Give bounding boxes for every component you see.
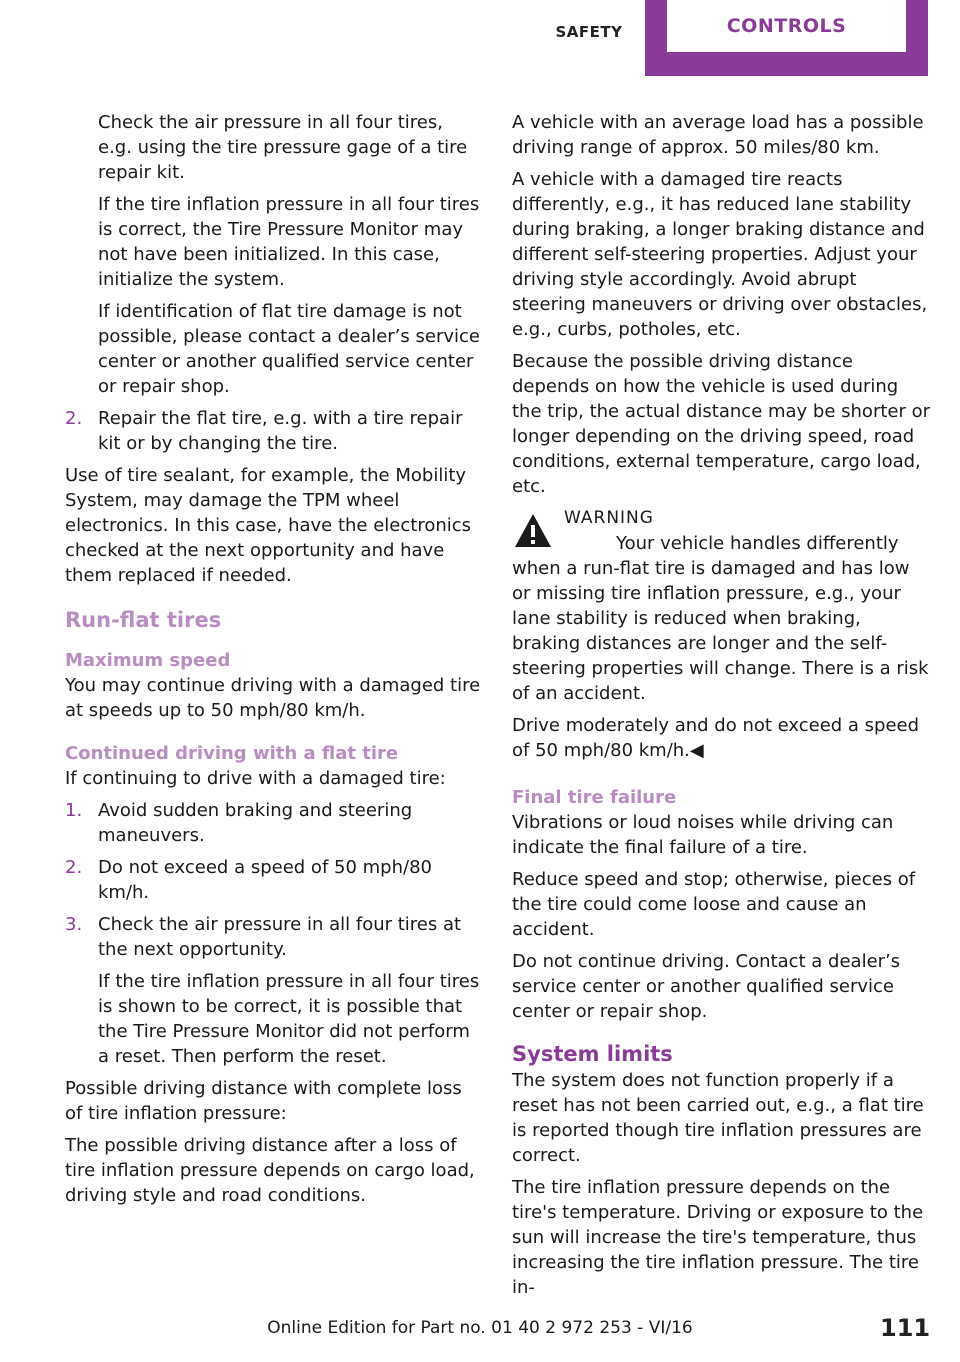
warning-title: WARNING <box>564 508 654 528</box>
section-heading-run-flat-tires: Run-flat tires <box>65 608 222 632</box>
paragraph: You may continue driving with a damaged tire at speeds up to 50 mph/80 km/h. <box>65 675 481 721</box>
warning-text: Your vehicle handles differently when a run-flat tire is damaged and has low or missing tire inflation pressure, e.g., your lane stability is reduced when braking, braking distances are longer and the self-steering properties will change. There is a risk of an accident. <box>512 533 929 704</box>
section-heading-system-limits: System limits <box>512 1042 673 1066</box>
list-item <box>65 406 481 456</box>
paragraph: Check the air pressure in all four tires, e.g. using the tire pressure gage of a tire repair kit. <box>98 112 468 183</box>
list-text: Do not exceed a speed of 50 mph/80 km/h. <box>98 857 432 903</box>
list-item <box>65 855 481 905</box>
tab-controls[interactable] <box>645 0 928 76</box>
paragraph: A vehicle with a damaged tire reacts differently, e.g., it has reduced lane stability during braking, a longer braking distance and different self-steering properties. Adjust your driving style accordingly. Avoid abrupt steering maneuvers or driving over obstacles, e.g., curbs, potholes, etc. <box>512 169 928 340</box>
paragraph: Possible driving distance with complete loss of tire inflation pressure: <box>65 1078 462 1124</box>
warning-triangle-icon <box>512 510 554 552</box>
list-number: 1. <box>65 800 83 821</box>
paragraph: Do not continue driving. Contact a dealer’s service center or another qualified service center or repair shop. <box>512 951 901 1022</box>
list-number: 2. <box>65 408 83 429</box>
paragraph: The possible driving distance after a loss of tire inflation pressure depends on cargo load, driving style and road conditions. <box>65 1135 475 1206</box>
footer-edition: Online Edition for Part no. 01 40 2 972 253 - VI/16 <box>267 1318 693 1338</box>
right-column <box>512 110 932 1307</box>
paragraph: If identification of flat tire damage is not possible, please contact a dealer’s service center or another qualified service center or repair shop. <box>98 301 480 397</box>
subheading-final-tire-failure: Final tire failure <box>512 787 677 808</box>
section-tabs <box>0 0 960 76</box>
paragraph: If the tire inflation pressure in all four tires is shown to be correct, it is possible that the Tire Pressure Monitor did not perform a reset. Then perform the reset. <box>98 971 480 1067</box>
page-number: 111 <box>880 1314 931 1342</box>
tab-controls-label: CONTROLS <box>667 0 906 52</box>
list-text: Avoid sudden braking and steering maneuvers. <box>98 800 413 846</box>
paragraph: Drive moderately and do not exceed a speed of 50 mph/80 km/h.◀ <box>512 715 920 761</box>
list-item <box>65 912 481 962</box>
paragraph: Reduce speed and stop; otherwise, pieces of the tire could come loose and cause an accident. <box>512 869 916 940</box>
list-number: 3. <box>65 914 83 935</box>
list-text: Check the air pressure in all four tires at the next opportunity. <box>98 914 462 960</box>
paragraph: If the tire inflation pressure in all four tires is correct, the Tire Pressure Monitor may not have been initialized. In this case, initialize the system. <box>98 194 480 290</box>
paragraph: The system does not function properly if a reset has not been carried out, e.g., a flat tire is reported though tire inflation pressures are correct. <box>512 1070 924 1166</box>
list-item <box>65 798 481 848</box>
paragraph: Use of tire sealant, for example, the Mobility System, may damage the TPM wheel electronics. In this case, have the electronics checked at the next opportunity and have them replaced if needed. <box>65 465 472 586</box>
list-text: Repair the flat tire, e.g. with a tire repair kit or by changing the tire. <box>98 408 463 454</box>
paragraph: A vehicle with an average load has a possible driving range of approx. 50 miles/80 km. <box>512 112 924 158</box>
paragraph: Because the possible driving distance depends on how the vehicle is used during the trip, the actual distance may be shorter or longer depending on the driving speed, road conditions, external temperature, cargo load, etc. <box>512 351 931 497</box>
left-column <box>65 110 481 1215</box>
subheading-continued-driving: Continued driving with a flat tire <box>65 743 399 764</box>
paragraph: If continuing to drive with a damaged tire: <box>65 768 446 789</box>
subheading-maximum-speed: Maximum speed <box>65 650 231 671</box>
paragraph: Vibrations or loud noises while driving can indicate the final failure of a tire. <box>512 812 894 858</box>
list-number: 2. <box>65 857 83 878</box>
paragraph: The tire inflation pressure depends on the tire's temperature. Driving or exposure to the sun will increase the tire's temperature, thus increasing the tire inflation pressure. The tire in- <box>512 1177 924 1298</box>
warning-box <box>512 506 932 706</box>
tab-safety[interactable]: SAFETY <box>555 23 623 41</box>
